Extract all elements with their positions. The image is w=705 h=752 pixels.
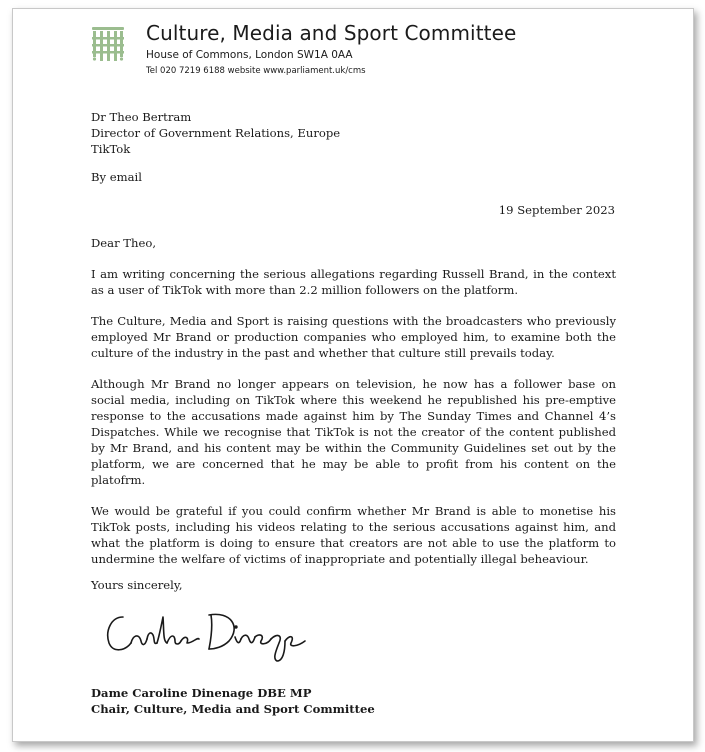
committee-address: House of Commons, London SW1A 0AA	[146, 49, 353, 61]
handwritten-signature	[101, 597, 341, 667]
paragraph: I am writing concerning the serious allegations regarding Russell Brand, in the context as a user of TikTok with more than 2.2 million followers on the platform.	[91, 267, 616, 297]
committee-contact: Tel 020 7219 6188 website www.parliament.uk/cms	[146, 66, 366, 76]
signatory-block	[91, 685, 375, 717]
salutation: Dear Theo,	[91, 236, 157, 250]
letter-date: 19 September 2023	[498, 203, 615, 217]
signatory-role: Chair, Culture, Media and Sport Committee	[91, 702, 375, 716]
closing: Yours sincerely,	[91, 578, 183, 592]
paragraph: We would be grateful if you could confirm whether Mr Brand is able to monetise his TikTok posts, including his videos relating to the serious accusations against him, and what the platform is doing to ensure that creators are not able to use the platform to undermine the welfare of victims of inappropriate and potentially illegal beheaviour.	[91, 504, 616, 566]
paragraph: The Culture, Media and Sport is raising questions with the broadcasters who previously employed Mr Brand or production companies who employed him, to examine both the culture of the industry in the past and whether that culture still prevails today.	[91, 314, 616, 360]
signatory-name: Dame Caroline Dinenage DBE MP	[91, 686, 312, 700]
letter-page	[12, 8, 694, 742]
committee-title: Culture, Media and Sport Committee	[146, 21, 517, 45]
recipient-organisation: TikTok	[91, 142, 131, 156]
paragraph: Although Mr Brand no longer appears on television, he now has a follower base on social media, including on TikTok where this weekend he republished his pre-emptive response to the accusations made against him by The Sunday Times and Channel 4’s Dispatches. While we recognise that TikTok is not the creator of the content published by Mr Brand, and his content may be within the Community Guidelines set out by the platform, we are concerned that he may be able to profit from his content on the platofrm.	[91, 377, 616, 487]
portcullis-icon	[91, 25, 125, 63]
delivery-method: By email	[91, 170, 142, 184]
recipient-block	[91, 109, 340, 157]
recipient-name: Dr Theo Bertram	[91, 110, 192, 124]
letter-body	[91, 266, 616, 582]
recipient-position: Director of Government Relations, Europe	[91, 126, 341, 140]
